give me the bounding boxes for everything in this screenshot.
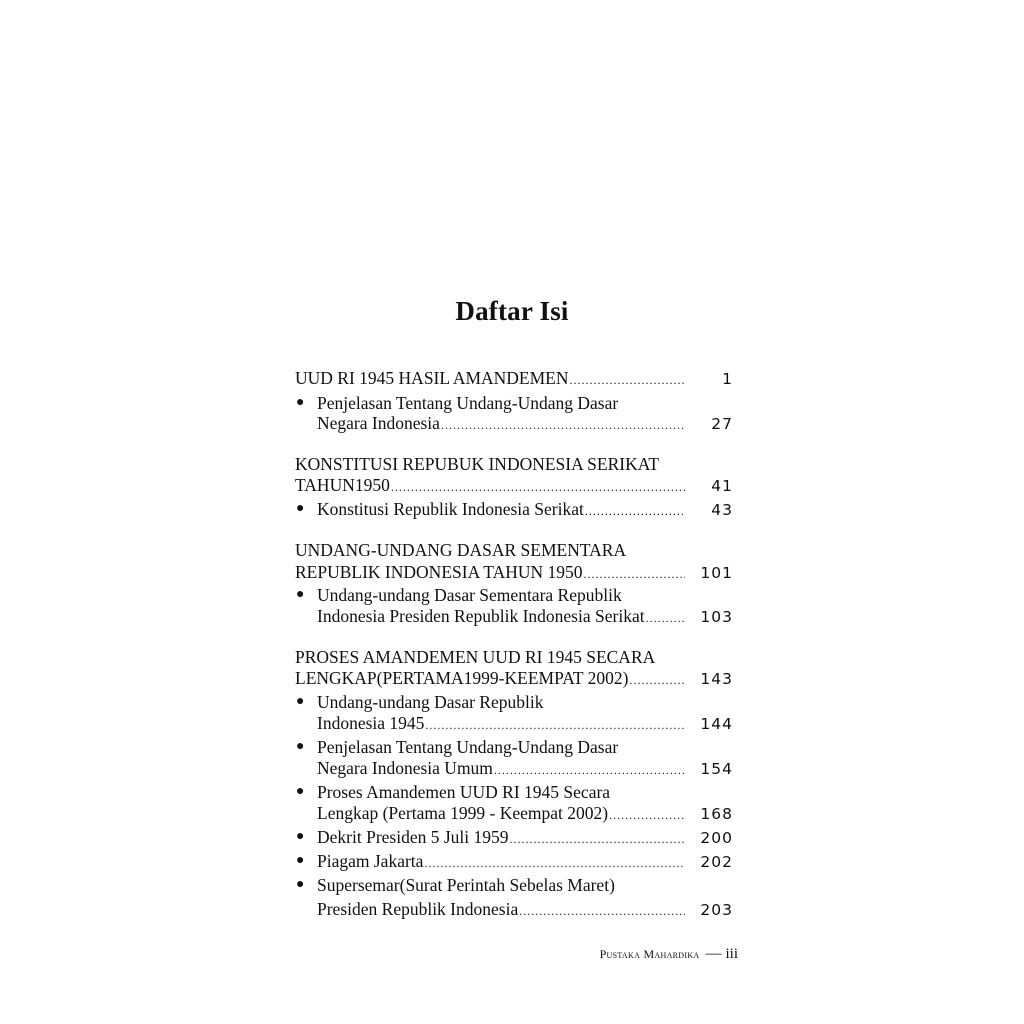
toc-page-number: 143 bbox=[700, 670, 733, 688]
leader-dots bbox=[519, 900, 685, 922]
toc-entry-proses-lengkap[interactable] bbox=[317, 802, 733, 824]
bullet-icon: ● bbox=[296, 853, 305, 868]
leader-dots bbox=[424, 852, 685, 874]
toc-entry-uud-1945[interactable] bbox=[295, 367, 733, 389]
toc-entry-konstitusi-ris-1950[interactable] bbox=[295, 474, 733, 496]
toc-entry-text-line: UNDANG-UNDANG DASAR SEMENTARA bbox=[295, 540, 627, 560]
toc-entry-text-line: Penjelasan Tentang Undang-Undang Dasar bbox=[317, 737, 619, 757]
leader-dots bbox=[391, 476, 685, 498]
leader-dots bbox=[585, 500, 685, 522]
toc-entry-text: Indonesia Presiden Republik Indonesia Serikat bbox=[317, 606, 645, 626]
leader-dots bbox=[441, 414, 685, 436]
bullet-icon: ● bbox=[296, 784, 305, 799]
toc-entry-text: Indonesia 1945 bbox=[317, 713, 425, 733]
leader-dots bbox=[584, 563, 685, 585]
toc-entry-text: REPUBLIK INDONESIA TAHUN 1950 bbox=[295, 562, 583, 582]
toc-entry-uud-ri-1945[interactable] bbox=[317, 712, 733, 734]
toc-entry-text: Presiden Republik Indonesia bbox=[317, 899, 519, 919]
toc-page-number: 101 bbox=[700, 564, 733, 582]
toc-entry-penjelasan[interactable] bbox=[317, 412, 733, 434]
toc-page-number: 154 bbox=[700, 760, 733, 778]
toc-entry-konstitusi-ris[interactable] bbox=[317, 498, 733, 520]
toc-page-number: 144 bbox=[700, 715, 733, 733]
bullet-icon: ● bbox=[296, 829, 305, 844]
toc-entry-text-line: Undang-undang Dasar Republik bbox=[317, 692, 544, 712]
leader-dots bbox=[570, 369, 685, 391]
page-number: iii bbox=[725, 946, 738, 962]
leader-dots bbox=[646, 607, 685, 629]
toc-entry-text: LENGKAP(PERTAMA1999-KEEMPAT 2002) bbox=[295, 668, 629, 688]
toc-entry-text: Konstitusi Republik Indonesia Serikat bbox=[317, 499, 584, 519]
toc-page-number: 1 bbox=[722, 370, 733, 388]
toc-entry-uuds-ris[interactable] bbox=[317, 605, 733, 627]
bullet-icon: ● bbox=[296, 501, 305, 516]
toc-entry-proses-amandemen[interactable] bbox=[295, 667, 733, 689]
toc-entry-text: Dekrit Presiden 5 Juli 1959 bbox=[317, 827, 509, 847]
toc-entry-uuds-1950[interactable] bbox=[295, 561, 733, 583]
page-title: Daftar Isi bbox=[455, 296, 569, 326]
bullet-icon: ● bbox=[296, 739, 305, 754]
footer-dash: — bbox=[705, 945, 722, 962]
toc-entry-text: Piagam Jakarta bbox=[317, 851, 424, 871]
toc-entry-text: UUD RI 1945 HASIL AMANDEMEN bbox=[295, 368, 569, 388]
toc-page-number: 202 bbox=[700, 853, 733, 871]
bullet-icon: ● bbox=[296, 587, 305, 602]
toc-page-number: 200 bbox=[700, 829, 733, 847]
leader-dots bbox=[629, 669, 685, 691]
leader-dots bbox=[510, 828, 685, 850]
toc-page-number: 27 bbox=[711, 415, 733, 433]
toc-entry-text-line: Undang-undang Dasar Sementara Republik bbox=[317, 585, 622, 605]
leader-dots bbox=[609, 804, 685, 826]
toc-entry-supersemar[interactable] bbox=[317, 898, 733, 920]
toc-entry-text-line: PROSES AMANDEMEN UUD RI 1945 SECARA bbox=[295, 647, 656, 667]
bullet-icon: ● bbox=[296, 877, 305, 892]
toc-entry-penjelasan-umum[interactable] bbox=[317, 757, 733, 779]
leader-dots bbox=[425, 714, 685, 736]
bullet-icon: ● bbox=[296, 694, 305, 709]
toc-entry-piagam-jakarta[interactable] bbox=[317, 850, 733, 872]
toc-page-number: 41 bbox=[711, 477, 733, 495]
toc-entry-text-line: Proses Amandemen UUD RI 1945 Secara bbox=[317, 782, 611, 802]
toc-entry-text: Negara Indonesia bbox=[317, 413, 440, 433]
toc-entry-text-line: Supersemar(Surat Perintah Sebelas Maret) bbox=[317, 875, 615, 895]
leader-dots bbox=[494, 759, 685, 781]
toc-entry-dekrit-presiden[interactable] bbox=[317, 826, 733, 848]
toc-entry-text-line: Penjelasan Tentang Undang-Undang Dasar bbox=[317, 393, 619, 413]
toc-entry-text: Lengkap (Pertama 1999 - Keempat 2002) bbox=[317, 803, 609, 823]
bullet-icon: ● bbox=[296, 395, 305, 410]
page-footer bbox=[560, 945, 738, 965]
publisher-name: Pustaka Mahardika bbox=[599, 947, 700, 961]
toc-entry-text: TAHUN1950 bbox=[295, 475, 390, 495]
toc-page-number: 103 bbox=[700, 608, 733, 626]
toc-entry-text: Negara Indonesia Umum bbox=[317, 758, 493, 778]
toc-page-number: 203 bbox=[700, 901, 733, 919]
toc-page-number: 168 bbox=[700, 805, 733, 823]
toc-entry-text-line: KONSTITUSI REPUBUK INDONESIA SERIKAT bbox=[295, 454, 660, 474]
toc-page-number: 43 bbox=[711, 501, 733, 519]
